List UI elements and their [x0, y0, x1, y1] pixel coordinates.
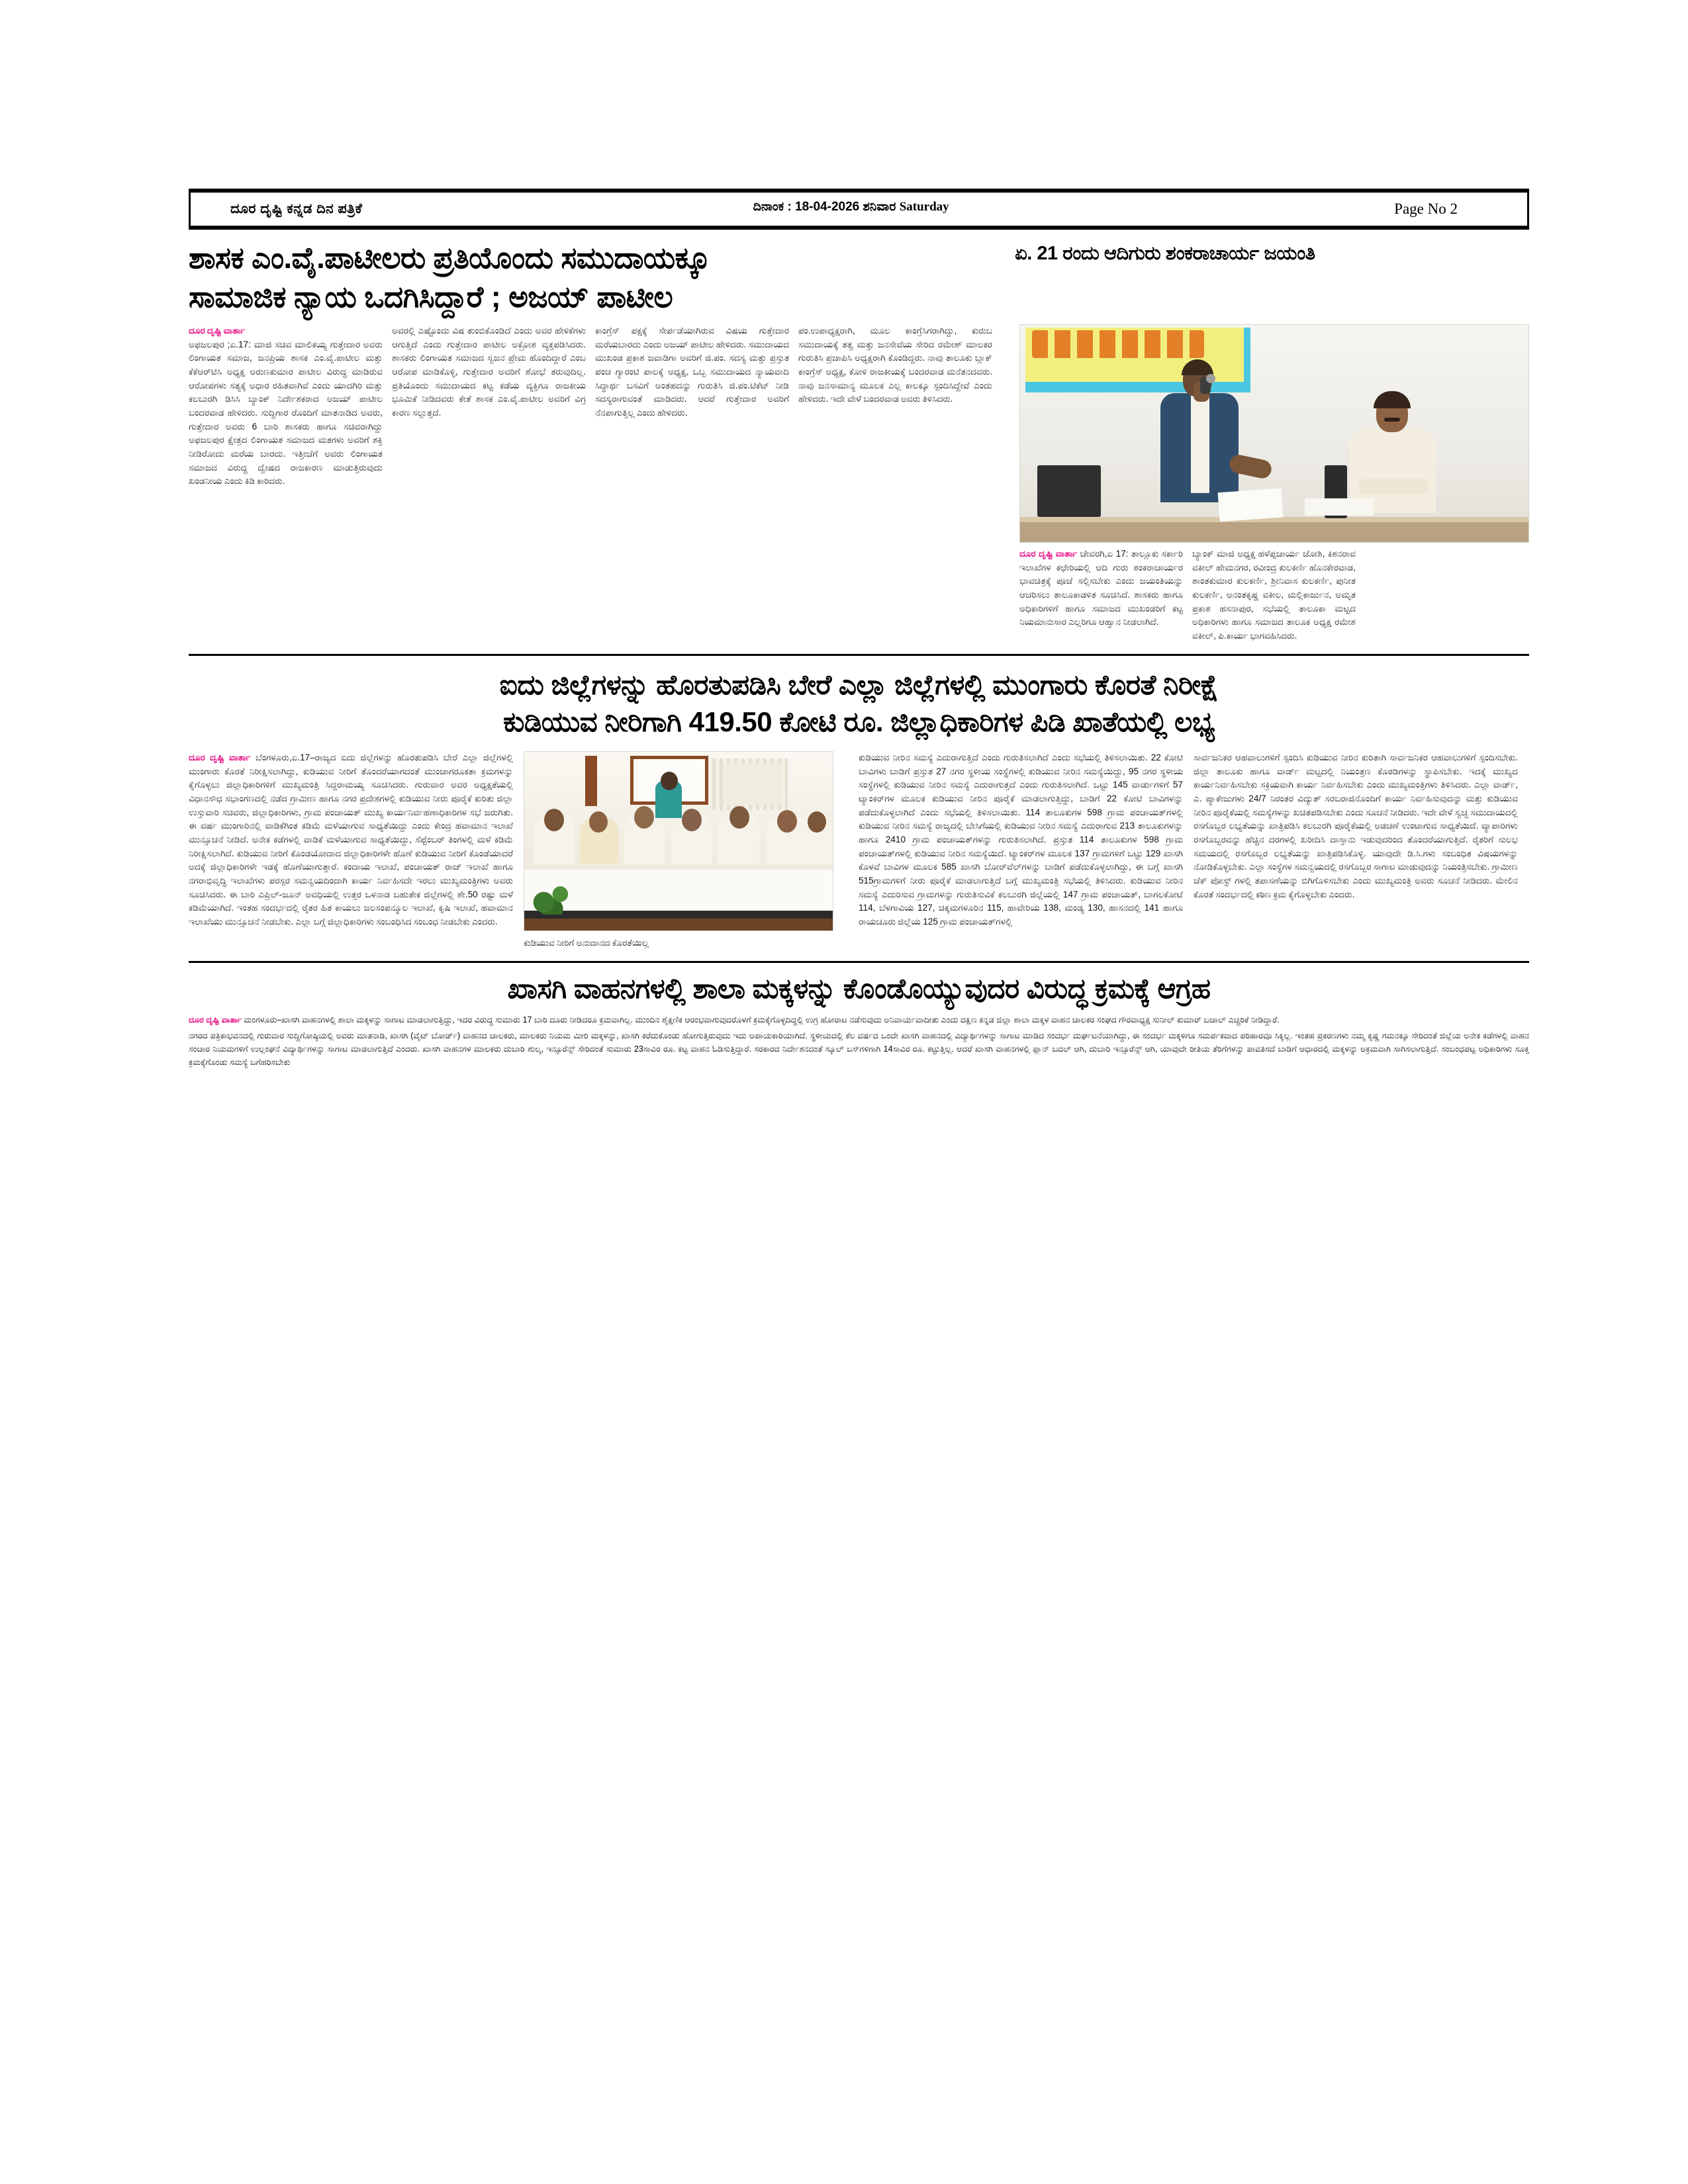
- article-2-headline-line2: ಕುಡಿಯುವ ನೀರಿಗಾಗಿ 419.50 ಕೋಟಿ ರೂ. ಜಿಲ್ಲಾಧಿಕಾರಿಗಳ ಪಿಡಿ ಖಾತೆಯಲ್ಲಿ ಲಭ್ಯ: [503, 705, 1215, 737]
- article-1-headline-right: ಏ. 21 ರಂದು ಆದಿಗುರು ಶಂಕರಾಚಾರ್ಯ ಜಯಂತಿ: [1015, 243, 1315, 264]
- masthead-weekday-kn: ಶನಿವಾರ: [863, 200, 896, 214]
- article-2-photo: [524, 751, 833, 931]
- article-2-photo-caption: ಕುಡಿಯುವ ನೀರಿಗೆ ಅನುದಾನದ ಕೊರತೆಯಿಲ್ಲ: [524, 938, 649, 948]
- photo-1-paper-2: [1305, 498, 1374, 516]
- photo-2-desk: [524, 919, 833, 931]
- article-1-byline: ದೂರ ದೃಷ್ಟಿ ವಾರ್ತಾ: [189, 326, 246, 336]
- article-1: [189, 239, 1529, 643]
- article-3: [189, 972, 1529, 1071]
- article-2-col-2: [524, 751, 848, 950]
- page-sheet: [189, 189, 1529, 2015]
- masthead-bar: [189, 189, 1529, 230]
- article-2-body: [189, 751, 1529, 950]
- article-3-byline: ದೂರ ದೃಷ್ಟಿ ವಾರ್ತಾ: [189, 1015, 242, 1025]
- article-1-dateline-right: ಚೇವರಗಿ,ಏ 17: ತಾಲ್ಲೂಕು: [1080, 549, 1159, 559]
- article-2-byline: ದೂರ ದೃಷ್ಟಿ ವಾರ್ತಾ: [189, 752, 251, 763]
- photo-1-seated-arms: [1358, 478, 1429, 494]
- section-divider-1: [189, 654, 1529, 656]
- photo-1-microphone-head: [1206, 374, 1215, 383]
- photo-1-chair-left: [1037, 465, 1101, 517]
- article-1-col5-text: ಸರ್ಕಾರಿ ಇಲಾಖೆಗಳ ಕಛೇರಿಯಲ್ಲಿ ಆದಿ ಗುರು ಶಂಕರಾಚಾರ್ಯರ ಭಾವಚಿತ್ರಕ್ಕೆ ಪೂಜೆ ಸಲ್ಲಿಸಬೇಕು ಎಂದು ಜಯಂತಿಯನ್ನು ಆಚರಿಸಲು ತಾಲೂಕಾಡಳಿತ ಸೂಚಿಸಿದೆ. ಶಾಸಕರು ಹಾಗೂ ಅಧಿಕಾರಿಗಳಿಗೆ ಹಾಗೂ ಸಮಾಜದ ಮುಖಂಡರಿಗೆ ಕಟ್ಟ ನಿಯಮಾನುಸಾರ ಎಲ್ಲರಿಗೂ ಆಹ್ವಾನ ನೀಡಲಾಗಿದೆ.: [1019, 549, 1183, 627]
- article-2-col-3: ಕುಡಿಯುವ ನೀರಿನ ಸಮಸ್ಯೆ ಎದುರಾಗುತ್ತಿದೆ ಎಂದು ಗುರುತಿಸಲಾಗಿದೆ ಎಂದು ಸಭೆಯಲ್ಲಿ ತಿಳಿಸಲಾಯಿತು. 22 ಕೋಟಿ ಬಾವಿಗಳು ಬಾಡಿಗೆ ಪ್ರಸ್ತುತ 27 ನಗರ ಸ್ಥಳೀಯ ಸಂಸ್ಥೆಗಳಲ್ಲಿ ಕುಡಿಯುವ ನೀರಿನ ಸಮಸ್ಯೆಯಿದ್ದು, 95 ನಗರ ಸ್ಥಳೀಯ ಸಂಸ್ಥೆಗಳಲ್ಲಿ ಕುಡಿಯುವ ನೀರಿನ ಸಮಸ್ಯೆ ಎದುರಾಗುತ್ತದೆ ಎಂದು ಗುರುತಿಸಲಾಗಿದೆ. ಒಟ್ಟು 145 ವಾರ್ಡುಗಳಿಗೆ 57 ಟ್ಯಾಂಕರ್‌ಗಳ ಮೂಲಕ ಕುಡಿಯುವ ನೀರಿನ ಪೂರೈಕೆ ಮಾಡಲಾಗುತ್ತಿದ್ದು, ಬಾಡಿಗೆ 22 ಕೋಟಿ ಬಾವಿಗಳನ್ನು ಪಡೆದುಕೊಳ್ಳಲಾಗಿದೆ ಎಂದು ಸಭೆಯಲ್ಲಿ ತಿಳಿಸಲಾಯಿತು. 114 ತಾಲೂಕುಗಳ 598 ಗ್ರಾಮ ಪಂಚಾಯತ್‌ಗಳಲ್ಲಿ ಕುಡಿಯುವ ನೀರಿನ ಸಮಸ್ಯೆ ರಾಜ್ಯದಲ್ಲಿ ಬೇಸಿಗೆಯಲ್ಲಿ ಕುಡಿಯುವ ನೀರಿನ ಸಮಸ್ಯೆ ಎದುರಾಗುವ 213 ತಾಲೂಕುಗಳನ್ನು ಹಾಗೂ 2410 ಗ್ರಾಮ ಪಂಚಾಯತ್‌ಗಳನ್ನು ಗುರುತಿಸಲಾಗಿದೆ. ಪ್ರಸ್ತುತ 114 ತಾಲೂಕುಗಳ 598 ಗ್ರಾಮ ಪಂಚಾಯತ್‌ಗಳಲ್ಲಿ ಕುಡಿಯುವ ನೀರಿನ ಸಮಸ್ಯೆಯಿದೆ. ಟ್ಯಾಂಕರ್‌ಗಳ ಮೂಲಕ 137 ಗ್ರಾಮಗಳಿಗೆ ಒಟ್ಟು 129 ಖಾಸಗಿ ಕೊಳವೆ ಬಾವಿಗಳ ಮೂಲಕ 585 ಖಾಸಗಿ ಬೋರ್‌ವೆಲ್‌ಗಳನ್ನು ಬಾಡಿಗೆ ಪಡೆದುಕೊಳ್ಳಲಾಗಿದ್ದು, ಈ ಬಗ್ಗೆ ಖಾಸಗಿ 515ಗ್ರಾಮಗಳಿಗೆ ನೀರು ಪೂರೈಕೆ ಮಾಡಲಾಗುತ್ತಿದೆ ಬಗ್ಗೆ ಮುಖ್ಯಮಂತ್ರಿ ಸಭೆಯಲ್ಲಿ ತಿಳಿಸಿದರು. ಕುಡಿಯುವ ನೀರಿನ ಸಮಸ್ಯೆ ಎದುರಿಸುವ ಗ್ರಾಮಗಳನ್ನು ಗುರುತಿಸುವಿಕೆ ಕಲಬುರಗಿ ಜಿಲ್ಲೆಯಲ್ಲಿ 147 ಗ್ರಾಮ ಪಂಚಾಯತ್, ಬಾಗಲಕೋಟೆ 114, ಬೆಳಗಾವಿಯ 127, ಚಿಕ್ಕಮಗಳೂರಿನ 115, ಹಾವೇರಿಯ 138, ಮಂಡ್ಯ 130, ಹಾಸನದಲ್ಲಿ 141 ಹಾಗೂ ರಾಯಚೂರು ಜಿಲ್ಲೆಯ 125 ಗ್ರಾಮ ಪಂಚಾಯತ್‌ಗಳಲ್ಲಿ: [859, 752, 1183, 927]
- article-1-right-columns: [1019, 547, 1529, 643]
- article-3-para-1: [189, 1013, 1529, 1026]
- photo-1-speaker-shirt: [1191, 394, 1209, 493]
- article-1-body: [189, 324, 1529, 643]
- article-1-photo: [1019, 324, 1529, 543]
- article-2-col-4: ಸಾರ್ವಜನಿಕರ ಆಹವಾಲುಗಳಿಗೆ ಸ್ಪಂದಿಸಿ ಕುಡಿಯುವ ನೀರಿನ ಕುರಿತಾಗಿ ಸಾರ್ವಜನಿಕರ ಆಹವಾಲುಗಳಿಗೆ ಸ್ಪಂದಿಸಬೇಕು. ಜಿಲ್ಲಾ ತಾಲೂಕು ಹಾಗೂ ವಾರ್ಡ್ ಮಟ್ಟದಲ್ಲಿ ನಿಯಂತ್ರಣ ಕೊಠಡಿಗಳನ್ನು ಸ್ಥಾಪಿಸಬೇಕು. ಇದಕ್ಕೆ ಮುಖ್ಯದ ಕಾರ್ಯನಿರ್ವಹಿಸಬೇಕು ಸಕ್ರಿಯವಾಗಿ ಕಾರ್ಯ ನಿರ್ವಹಿಸಬೇಕು ಎಂದು ಮುಖ್ಯಮಂತ್ರಿಗಳು ತಿಳಿಸಿದರು. ಎಲ್ಲಾ ವಾರ್ಡ್, ಎ. ಪ್ಯಾಕೇಜುಗಳು 24/7 ನಿರಂತರ ವಿದ್ಯುತ್ ಸರಬರಾಜಿನೊಂದಿಗೆ ಕಾರ್ಯ ನಿರ್ವಹಿಸುವುದನ್ನು ಮತ್ತು ಕುಡಿಯುವ ನೀರಿನ ಪೂರೈಕೆಯಲ್ಲಿ ಸಮಸ್ಯೆಗಳನ್ನು ಖಚಿತಪಡಿಸಬೇಕು ಎಂದು ಸೂಚನೆ ನೀಡಿದರು. ಇದೇ ವೇಳೆ ಸ್ವಚ್ಛ ಸಮುದಾಯದಲ್ಲಿ ರಸಗೊಬ್ಬರ ಲಭ್ಯತೆಯನ್ನು ಖಾತ್ರಿಪಡಿಸಿ ಕಲಬುರಗಿ ಪೂರೈಕೆಯಲ್ಲಿ ಅಡಚಣೆ ಉಂಟಾಗುವ ಸಾಧ್ಯತೆಯಿದೆ. ವ್ಯಾಪಾರಿಗಳು ರಸಗೊಬ್ಬರವನ್ನು ಹೆಚ್ಚಿನ ದರಗಳಲ್ಲಿ ಖರೀದಿಸಿ ದಾಸ್ತಾನು ಇಡುವುದರಿಂದ ತೊಂದರೆಯಾಗುತ್ತಿದೆ. ರೈತರಿಗೆ ಸುಲಭ ಸಮಯದಲ್ಲಿ ರಸಗೊಬ್ಬರ ಲಭ್ಯತೆಯನ್ನು ಖಾತ್ರಿಪಡಿಸಿಕೊಳ್ಳಿ. ಯಾವುದೇ ಡಿ.ಸಿ.ಗಳು ಸಂಬಂಧಿತ ವಿಷಯಗಳನ್ನು ನೋಡಿಕೊಳ್ಳಬೇಕು. ಎಲ್ಲಾ ಸಂಸ್ಥೆಗಳ ಸಮನ್ವಯದಲ್ಲಿ ರಸಗೊಬ್ಬರ ಸಾಗಾಟ ಮಾಡುವುದನ್ನು ನಿಯಂತ್ರಿಸಬೇಕು. ಗ್ರಾಮೀಣ ಚೆಕ್ ಪೋಸ್ಟ್ ಗಳಲ್ಲಿ ತಪಾಸಣೆಯನ್ನು ಬಿಗಿಗೊಳಿಸಬೇಕು ಎಂದು ಮುಖ್ಯಮಂತ್ರಿ ಅವರು ಸೂಚನೆ ನೀಡಿದರು. ಮೇಲಿನ ಕೊರತೆ ಸಂದರ್ಭದಲ್ಲಿ ಕಠಿಣ ಕ್ರಮ ಕೈಗೊಳ್ಳಬೇಕು ಎಂದರು.: [1194, 752, 1518, 899]
- photo-1-paper: [1218, 488, 1284, 522]
- photo-1-banner-cyan: [1025, 382, 1249, 392]
- article-1-dateline: ಅಫಜಲಪುರ ;ಏ.17: ಮಾಜಿ: [189, 339, 272, 349]
- article-2-col1-text: ಜಿಲ್ಲೆಗಳನ್ನು ಹೊರತುಪಡಿಸಿ ಬೇರೆ ಎಲ್ಲಾ ಜಿಲ್ಲೆಗಳಲ್ಲಿ ಮುಂಗಾರು ಕೊರತೆ ನಿರೀಕ್ಷಿಸಲಾಗಿದ್ದು, ಕುಡಿಯುವ ನೀರಿಗೆ ತೊಂದರೆಯಾಗದಂತೆ ಮುಂಜಾಗರೂಕತಾ ಕ್ರಮಗಳನ್ನು ಕೈಗೊಳ್ಳಲು ಜಿಲ್ಲಾಧಿಕಾರಿಗಳಿಗೆ ಮುಖ್ಯಮಂತ್ರಿ ಸಿದ್ದರಾಮಯ್ಯ ಸೂಚಿಸಿದರು. ಗುರುವಾರ ಅವರ ಅಧ್ಯಕ್ಷತೆಯಲ್ಲಿ ವಿಧಾನಸೌಧ ಸಭಾಂಗಣದಲ್ಲಿ ನಡೆದ ಗ್ರಾಮೀಣ ಹಾಗೂ ನಗರ ಪ್ರದೇಶಗಳಲ್ಲಿ ಕುಡಿಯುವ ನೀರು ಪೂರೈಕೆ ಕುರಿತು ಜಿಲ್ಲಾ ಉಸ್ತುವಾರಿ ಸಚಿವರು, ಜಿಲ್ಲಾಧಿಕಾರಿಗಳು, ಗ್ರಾಮ ಪಂಚಾಯತ್ ಮುಖ್ಯ ಕಾರ್ಯನಿರ್ವಹಣಾಧಿಕಾರಿಗಳ ಸಭೆ ಜರುಗಿತು. ಈ ವರ್ಷ ಮುಂಗಾರಿನಲ್ಲಿ ವಾಡಿಕೆಗಿಂತ ಕಡಿಮೆ ಮಳೆಯಾಗುವ ಸಾಧ್ಯತೆಯಿದ್ದು ಎಂದು ಕೇಂದ್ರ ಹವಾಮಾನ ಇಲಾಖೆ ಮುನ್ಸೂಚನೆ ನೀಡಿದೆ. ಅನೇಕ ಕಡೆಗಳಲ್ಲಿ ವಾಡಿಕೆ ಮಳೆಯಾಗುವ ಸಾಧ್ಯತೆಯಿದ್ದು, ಸೆಪ್ಟೆಂಬರ್ ತಿಂಗಳಲ್ಲಿ ಮಳೆ ಕಡಿಮೆ ನಿರೀಕ್ಷಿಸಲಾಗಿದೆ. ಕುಡಿಯುವ ನೀರಿಗೆ ಕೊಂಡಯೋದಾದ ಜಿಲ್ಲಾಧಿಕಾರಿಗಳೇ ಹೊಣೆ ಕುಡಿಯುವ ನೀರಿಗೆ ಕೊಂಡೆಯಾದರೆ ಅದಕ್ಕೆ ಜಿಲ್ಲಾಧಿಕಾರಿಗಳೇ ಇಡಕ್ಕೆ ಹೊಣೆಯಾಗುತ್ತಾರೆ. ಕಂದಾಯ ಇಲಾಖೆ, ಪಂಚಾಯತ್ ರಾಜ್ ಇಲಾಖೆ ಹಾಗೂ ನಗರಾಭಿವೃದ್ಧಿ ಇಲಾಖೆಗಳು ಪರಸ್ಪರ ಸಮನ್ವಯದಿಂದಾಗಿ ಕಾರ್ಯ ನಿರ್ವಹಿಸದೇ ಇರಲು ಮುಖ್ಯಮಂತ್ರಿಗಳು ಅವರು ಸೂಚಿಸಿದರು. ಈ ಬಾರಿ ಎಪ್ರಿಲ್-ಜೂನ್ ಅವಧಿಯಲ್ಲಿ ಉತ್ತರ ಒಳನಾಡ ಬಹುತೇಕ ಜಿಲ್ಲೆಗಳಲ್ಲಿ ಶೇ.50 ರಷ್ಟು ಮಳೆ ಕಡಿಮೆಯಾಗಿದೆ. ಇಂತಹ ಸಂದರ್ಭದಲ್ಲಿ ರೈತರ ಹಿತ ಕಾಯಲು ಜಲಸಂಪನ್ಮೂಲ ಇಲಾಖೆ, ಕೃಷಿ ಇಲಾಖೆ, ಹವಾಮಾನ ಇಲಾಖೆಯು ಮುನ್ಸೂಚನೆ ನೀಡಬೇಕು. ಎಲ್ಲಾ ಬಗ್ಗೆ ಜಿಲ್ಲಾಧಿಕಾರಿಗಳು ಸಂಬಂಧಿಸಿದ ಸಂಬಂಧ ನೀಡಬೇಕು ಎಂದರು.: [189, 752, 513, 927]
- article-1-col-4: ಪಂ.ಉಪಾಧ್ಯಕ್ಷರಾಗಿ, ಮೂಲ ಕಾಂಗ್ರೆಸಿಗರಾಗಿದ್ದು, ಕುರುಬ ಸಮುದಾಯಕ್ಕೆ ತತ್ವ ಮತ್ತು ಜನಸೇವೆಯ ಸೇರಿದ ರಮೇಶ್ ಮಾಲಕರ ಗುರುತಿಸಿ ಪ್ರಜಾಪಿಸಿ ಅಧ್ಯಕ್ಷರಾಗಿ ಕೊಂಡಿದ್ದರು. ನಾವು ತಾಲೂಕು ಬ್ಲಾಕ್ ಕಾಂಗ್ರೆಸ್ ಅಧ್ಯಕ್ಷ, ಕೋಳಿ ರಾಜಕೀಯಕ್ಕೆ ಬಂದರವಾಡ ಮನೆತನದವರು. ನಾವು ಜನಸಾಮಾನ್ಯ ಮೂಲಕ ಎಲ್ಲ ಕಾಲಕ್ಕೂ ಸ್ಪಂದಿಸಿದ್ದೇವೆ ಎಂದು ಹೇಳಿದರು. ಇದೇ ವೇಳೆ ಬಂದರವಾಡ ಅವರು ತಿಳಿಸಿದರು.: [798, 326, 992, 404]
- article-1-col-2: ಅವರಲ್ಲಿ ಎಷ್ಟೊಂದು ವಿಷ ತುಂಬಿಕೊಂಡಿದೆ ಎಂದು ಅವರ ಹೇಳಿಕೆಗಳು ಆಗುತ್ತಿದೆ ಎಂದು ಗುತ್ತೇದಾರ ಪಾಟೀಲ ಅಕ್ರೋಶ ವ್ಯಕ್ತಪಡಿಸಿದರು. ಶಾಸಕರು ಲಿಂಗಾಯತ ಸಮಾಜದ ಸ್ವಜನ ಪ್ರೇಮ ಹೊಂದಿದ್ದಾರೆ ಎಂಬ ಆರೋಪ ಮಾಡಿಕೊಳ್ಳಿ, ಗುತ್ತೇದಾರ ಅವರಿಗೆ ಶೋಭೆ ತರುವುದಿಲ್ಲ. ಪ್ರತಿಯೊಂದು ಸಮುದಾಯದ ಕಟ್ಟ ಕಡೆಯ ವ್ಯಕ್ತಿಗೂ ರಾಜಕೀಯ ಭೂಮಿಕೆ ನೀಡಿದವರು ಕೇತೆ ಶಾಸಕ ಎಂ.ವೈ.ಪಾಟೀಲ ಅವರಿಗೆ ವಿಗ್ರ ಕಾರಣ ಸಲ್ಲುತ್ತದೆ.: [392, 326, 586, 418]
- article-1-headline-left-line1: ಶಾಸಕ ಎಂ.ವೈ.ಪಾಟೀಲರು ಪ್ರತಿಯೊಂದು ಸಮುದಾಯಕ್ಕೂ: [189, 241, 710, 275]
- photo-1-table: [1020, 520, 1528, 542]
- article-3-para-2: ನಗರದ ಪತ್ರಿಕಾಭವನದಲ್ಲಿ ಗುರುವಾರ ಸುದ್ದಿಗೋಷ್ಠಿಯಲ್ಲಿ ಅವರು ಮಾತನಾಡಿ, ಖಾಸಗಿ (ವೈಟ್ ಬೋರ್ಡ್) ವಾಹನದ ಚಾಲಕರು, ಮಾಲಕರು ನಿಯಮ ಮೀರಿ ಮಕ್ಕಳನ್ನು, ಖಾಸಗಿ ಕರೆದುಕೊಂಡು ಹೋಗುತ್ತಿರುವುದು ಇದು ಅಪಾಯಕಾರಿಯಾಗಿದೆ. ಸ್ಥಳೀಯದಲ್ಲಿ ಕೆಲ ವರ್ಷದ ಒಂದೇ ಖಾಸಗಿ ವಾಹನದಲ್ಲಿ ವಿದ್ಯಾರ್ಥಿಗಳನ್ನು ಸಾಗಾಟ ಮಾಡಿದ ಸಂದರ್ಭ ದುರ್ಘಟನೆಯಾಗಿದ್ದು, ಈ ಸಂದರ್ಭ ಮಕ್ಕಳಿಗೂ ಸಮರ್ಪಕವಾದ ಪರಿಹಾರವೂ ಸಿಕ್ಕಿಲ್ಲ. ಇಂತಹ ಪ್ರಕರಣಗಳು ನಮ್ಮ ಕೃಷ್ಣ ಗಮನಕ್ಕೂ ಸೇರಿದಂತೆ ಜಿಲ್ಲೆಯ ಅನೇಕ ಕಡೆಗಳಲ್ಲಿ ವಾಹನ ಸಂಚಾರ ನಿಯಮಗಳಿಗೆ ಉಲ್ಲಂಘನೆ ವಿದ್ಯಾರ್ಥಿಗಳನ್ನು ಸಾಗಾಟ ಮಾಡಲಾಗುತ್ತಿದೆ ಎಂದರು. ಖಾಸಗಿ ವಾಹನಗಳ ಮಾಲಕರು ದುಬಾರಿ ಶುಲ್ಕ, ಇನ್ಸೂರೆನ್ಸ್ ಸೇರಿದಂತೆ ಸುಮಾರು 23ಸಾವಿರ ರೂ. ಕಟ್ಟ ವಾಹನ ಓಡಿಸುತ್ತಿದ್ದಾರೆ. ಸರಕಾರದ ನಿರ್ದೇಶನದಂತೆ ಸ್ಕೂಲ್ ಬಸ್‌ಗಳಿಗಾಗಿ 14ಸಾವಿರ ರೂ. ಕಟ್ಟುತ್ತಿಲ್ಲ. ಆದರೆ ಖಾಸಗಿ ವಾಹನಗಳಲ್ಲಿ ಪ್ಲಾನ್ ಬದಲ್ ಆಗಿ, ದುಬಾರಿ ಇನ್ಸೂರೆನ್ಸ್ ಆಗಿ, ಯಾವುದೇ ರೀತಿಯ ತೆರಿಗೆಗಳನ್ನು ಪಾವತಿಸದೆ ಬಾಡಿಗೆ ಆಧಾರದಲ್ಲಿ ಮಕ್ಕಳನ್ನು ಅಕ್ರಮವಾಗಿ ಸಾಗಿಸಲಾಗುತ್ತಿದೆ. ಸಂಬಂಧಪಟ್ಟ ಅಧಿಕಾರಿಗಳು ಸೂಕ್ತ ಕ್ರಮಕ್ಕೆಗೊಂಡು ಸಮಸ್ಯೆ ಬಗೆಹರಿಸಬೇಕು: [189, 1030, 1530, 1068]
- article-1-col-6: ಬ್ಯಾಂಕ್ ಮಾಜಿ ಅಧ್ಯಕ್ಷ ಹಳೆಪ್ಪಚಾರ್ಯ ಜೋಶಿ, ಕಿಶನರಾವ ವಕೀಲ್ ಹೇಮನಗರ, ರವೀಂದ್ರ ಕುಲಕರ್ಣಿ ಹೊನಕೇರವಾಡ, ಶಾಂತಕುಮಾರ ಕುಲಕರ್ಣಿ, ಶ್ರೀನಿವಾಸ ಕುಲಕರ್ಣಿ, ಪುನೀತ ಕುಲಕರ್ಣಿ, ಅನಂತಕೃಷ್ಣ ವಕೀಲ, ಮಲ್ಲಿಕಾರ್ಜುನ, ಅಮೃತ ಪ್ರಕಾಶ ಹಸನಾಪುರ, ಸಭೆಯಲ್ಲಿ ತಾಲೂಕಾ ಮಟ್ಟದ ಅಧಿಕಾರಿಗಳು ಹಾಗೂ ಸಮಾಜದ ತಾಲೂಕ ಅಧ್ಯಕ್ಷ ರಮೇಶ ವಕೀಲ್, ಪಿ.ಕಾರ್ಯ ಭಾಗವಹಿಸಿದರು.: [1192, 549, 1356, 641]
- article-1-col-7: [1365, 547, 1528, 643]
- article-3-headline: ಖಾಸಗಿ ವಾಹನಗಳಲ್ಲಿ ಶಾಲಾ ಮಕ್ಕಳನ್ನು ಕೊಂಡೊಯ್ಯುವುದರ ವಿರುದ್ಧ ಕ್ರಮಕ್ಕೆ ಆಗ್ರಹ: [507, 972, 1211, 1004]
- masthead-page-number: Page No 2: [1394, 201, 1458, 217]
- masthead-title: ದೂರ ದೃಷ್ಟಿ ಕನ್ನಡ ದಿನ ಪತ್ರಿಕೆ: [230, 201, 363, 216]
- article-1-col-5: [1019, 547, 1183, 643]
- article-1-left-columns: [189, 324, 1013, 488]
- article-2-col-1: [189, 751, 513, 929]
- article-1-col-1: [189, 324, 383, 488]
- photo-2-plant: [528, 874, 580, 915]
- article-2: [189, 666, 1529, 950]
- article-2-headline-line1: ಐದು ಜಿಲ್ಲೆಗಳನ್ನು ಹೊರತುಪಡಿಸಿ ಬೇರೆ ಎಲ್ಲಾ ಜಿಲ್ಲೆಗಳಲ್ಲಿ ಮುಂಗಾರು ಕೊರತೆ ನಿರೀಕ್ಷೆ: [499, 668, 1219, 700]
- article-2-dateline: ಬೆಂಗಳೂರು,ಏ.17–ರಾಜ್ಯದ ಐದು: [255, 752, 355, 763]
- photo-1-banner-edge: [1244, 328, 1250, 392]
- masthead-date-label: ದಿನಾಂಕ : 18-04-2026: [753, 200, 860, 214]
- article-1-byline-right: ದೂರ ದೃಷ್ಟಿ ವಾರ್ತಾ: [1019, 549, 1078, 559]
- section-divider-2: [189, 961, 1529, 963]
- masthead-date: [753, 200, 949, 214]
- photo-2-window-right: [723, 764, 782, 805]
- photo-2-people-row: [524, 803, 833, 864]
- article-2-headline: [189, 666, 1529, 741]
- article-1-col-3: ಕಾಂಗ್ರೆಸ್ ಪಕ್ಷಕ್ಕೆ ಸೇರ್ಪಡೆಯಾಗಿರುವ ವಿಷಯ ಗುತ್ತೇದಾರ ಮರೆಯಬಾರದು ಎಂದು ಅಜಯ್ ಪಾಟೀಲ ಹೇಳಿದರು. ಸಮುದಾಯದ ಮುಖಂಡ ಪ್ರಕಾಶ ಜವಾಡಿಗಾ ಅವರಿಗೆ ಜಿ.ಪಂ. ಸದಸ್ಯ ಮತ್ತು ಪ್ರಸ್ತುತ ಪಂಚ ಗ್ಯಾರಂಟಿ ಪಾಲಕ್ಕೆ ಅಧ್ಯಕ್ಷ, ಒಬ್ಬ ಸಮುದಾಯದ ನ್ಯಾಯವಾದಿ ಸಿದ್ಧಾರ್ಥ ಬಸವಿಗೆ ಅಂತಹದನ್ನು ಗುರುತಿಸಿ ಜಿ.ಪಂ.ಟಿಕೆಟ್ ನೀಡಿ ಸದಸ್ಯರಾಗುವಂತೆ ಮಾಡಿದರು. ಆದರೆ ಗುತ್ತೇದಾರ ಅವರಿಗೆ ನೆನಪಾಗುತ್ತಿಲ್ಲ ಎಂದು ಹೇಳಿದರು.: [595, 326, 789, 418]
- article-1-headline-row: [189, 239, 1529, 316]
- article-1-headline-left: [189, 239, 1009, 316]
- masthead-weekday-en: Saturday: [899, 200, 949, 214]
- article-1-headline-left-line2: ಸಾಮಾಜಿಕ ನ್ಯಾಯ ಒದಗಿಸಿದ್ದಾರೆ ; ಅಜಯ್ ಪಾಟೀಲ: [189, 279, 673, 314]
- article-1-right-block: [1013, 324, 1529, 643]
- photo-2-window-frame: [585, 756, 597, 806]
- article-3-para-1-text: ಮಂಗಳೂರು–ಖಾಸಗಿ ವಾಹನಗಳಲ್ಲಿ ಶಾಲಾ ಮಕ್ಕಳನ್ನು ಸಾಗಾಟ ಮಾಡಲಾಗುತ್ತಿದ್ದು, ಇದರ ವಿರುದ್ಧ ಸುಮಾರು 17 ಬಾರಿ ದೂರು ನೀಡಿದರೂ ಕ್ರಮವಾಗಿಲ್ಲ. ಮುಂದಿನ ಶೈಕ್ಷಣಿಕ ಆರಂಭವಾಗುವುದರೊಳಗೆ ಕ್ರಮಕ್ಕೆಗೊಳ್ಳದಿದ್ದಲ್ಲಿ ಉಗ್ರ ಹೋರಾಟ ನಡೆಸುವುದು ಅನಿವಾರ್ಯವಾದೀತು ಎಂದು ದಕ್ಷಿಣ ಕನ್ನಡ ಜಿಲ್ಲಾ ಶಾಲಾ ಮಕ್ಕಳ ವಾಹನ ಚಾಲಕರ ಸಂಘದ ಗೌರವಾಧ್ಯಕ್ಷ ಸುನೀಲ್ ಕುಮಾರ್ ಬಜಾಲ್ ಎಚ್ಚರಿಕೆ ನೀಡಿದ್ದಾರೆ.: [244, 1015, 1280, 1025]
- photo-1-banner-text: [1032, 330, 1204, 358]
- article-1-col1-text: ಸಚಿವ ಮಾಲಿಕಯ್ಯ ಗುತ್ತೇದಾರ ಅವರು ಲಿಂಗಾಯತ ಸಮಾಜ, ಜನಪ್ರಿಯ ಶಾಸಕ ಎಂ.ವೈ.ಪಾಟೀಲ ಮತ್ತು ಕೆಕೆಆರ್‌ಟಿಸಿ ಅಧ್ಯಕ್ಷ ಅರುಣಕುಮಾರ ಪಾಟೀಲ ವಿರುದ್ಧ ಮಾಡಿರುವ ಆರೋಪಗಳು ಸತ್ಯಕ್ಕೆ ಅಧಾರ ರಹಿತವಾಗಿವೆ ಎಂದು ಯಾದಗಿರಿ ಮತ್ತು ಕಲಬುರಗಿ ಡಿಸಿಸಿ ಬ್ಯಾಂಕ್ ನಿರ್ದೇಶಕರಾದ ಅಜಯ್ ಪಾಟೀಲ ಬಂದರವಾಡ ಹೇಳಿದರು. ಸುದ್ದಿಗಾರ ರೊಂದಿಗೆ ಮಾತನಾಡಿದ ಅವರು, ಗುತ್ತೇದಾರ ಅವರು 6 ಬಾರಿ ಶಾಸಕರು ಹಾಗೂ ಸಚಿವರಾಗಿದ್ದು ಅಫಜಲಪುರ ಕ್ಷೇತ್ರದ ಲಿಂಗಾಯತ ಸಮಾಜದ ಮತಗಳು ಅವರಿಗೆ ಶಕ್ತಿ ನೀಡಿರೋದು ಮರೆಯ ಬಾರದು. ಇತ್ತೀಚೆಗೆ ಅವರು ಲಿಂಗಾಯತ ಸಮಾಜದ ವಿರುದ್ಧ ದ್ವೇಷದ ರಾಜಕಾರಣ ಮಾಡುತ್ತಿರುವುದು ಖಂಡನೀಯ ಎಂದು ಕಿಡಿ ಕಾರಿದರು.: [189, 339, 383, 486]
- article-3-body: [189, 1013, 1529, 1071]
- photo-1-seated-moustache: [1384, 418, 1400, 422]
